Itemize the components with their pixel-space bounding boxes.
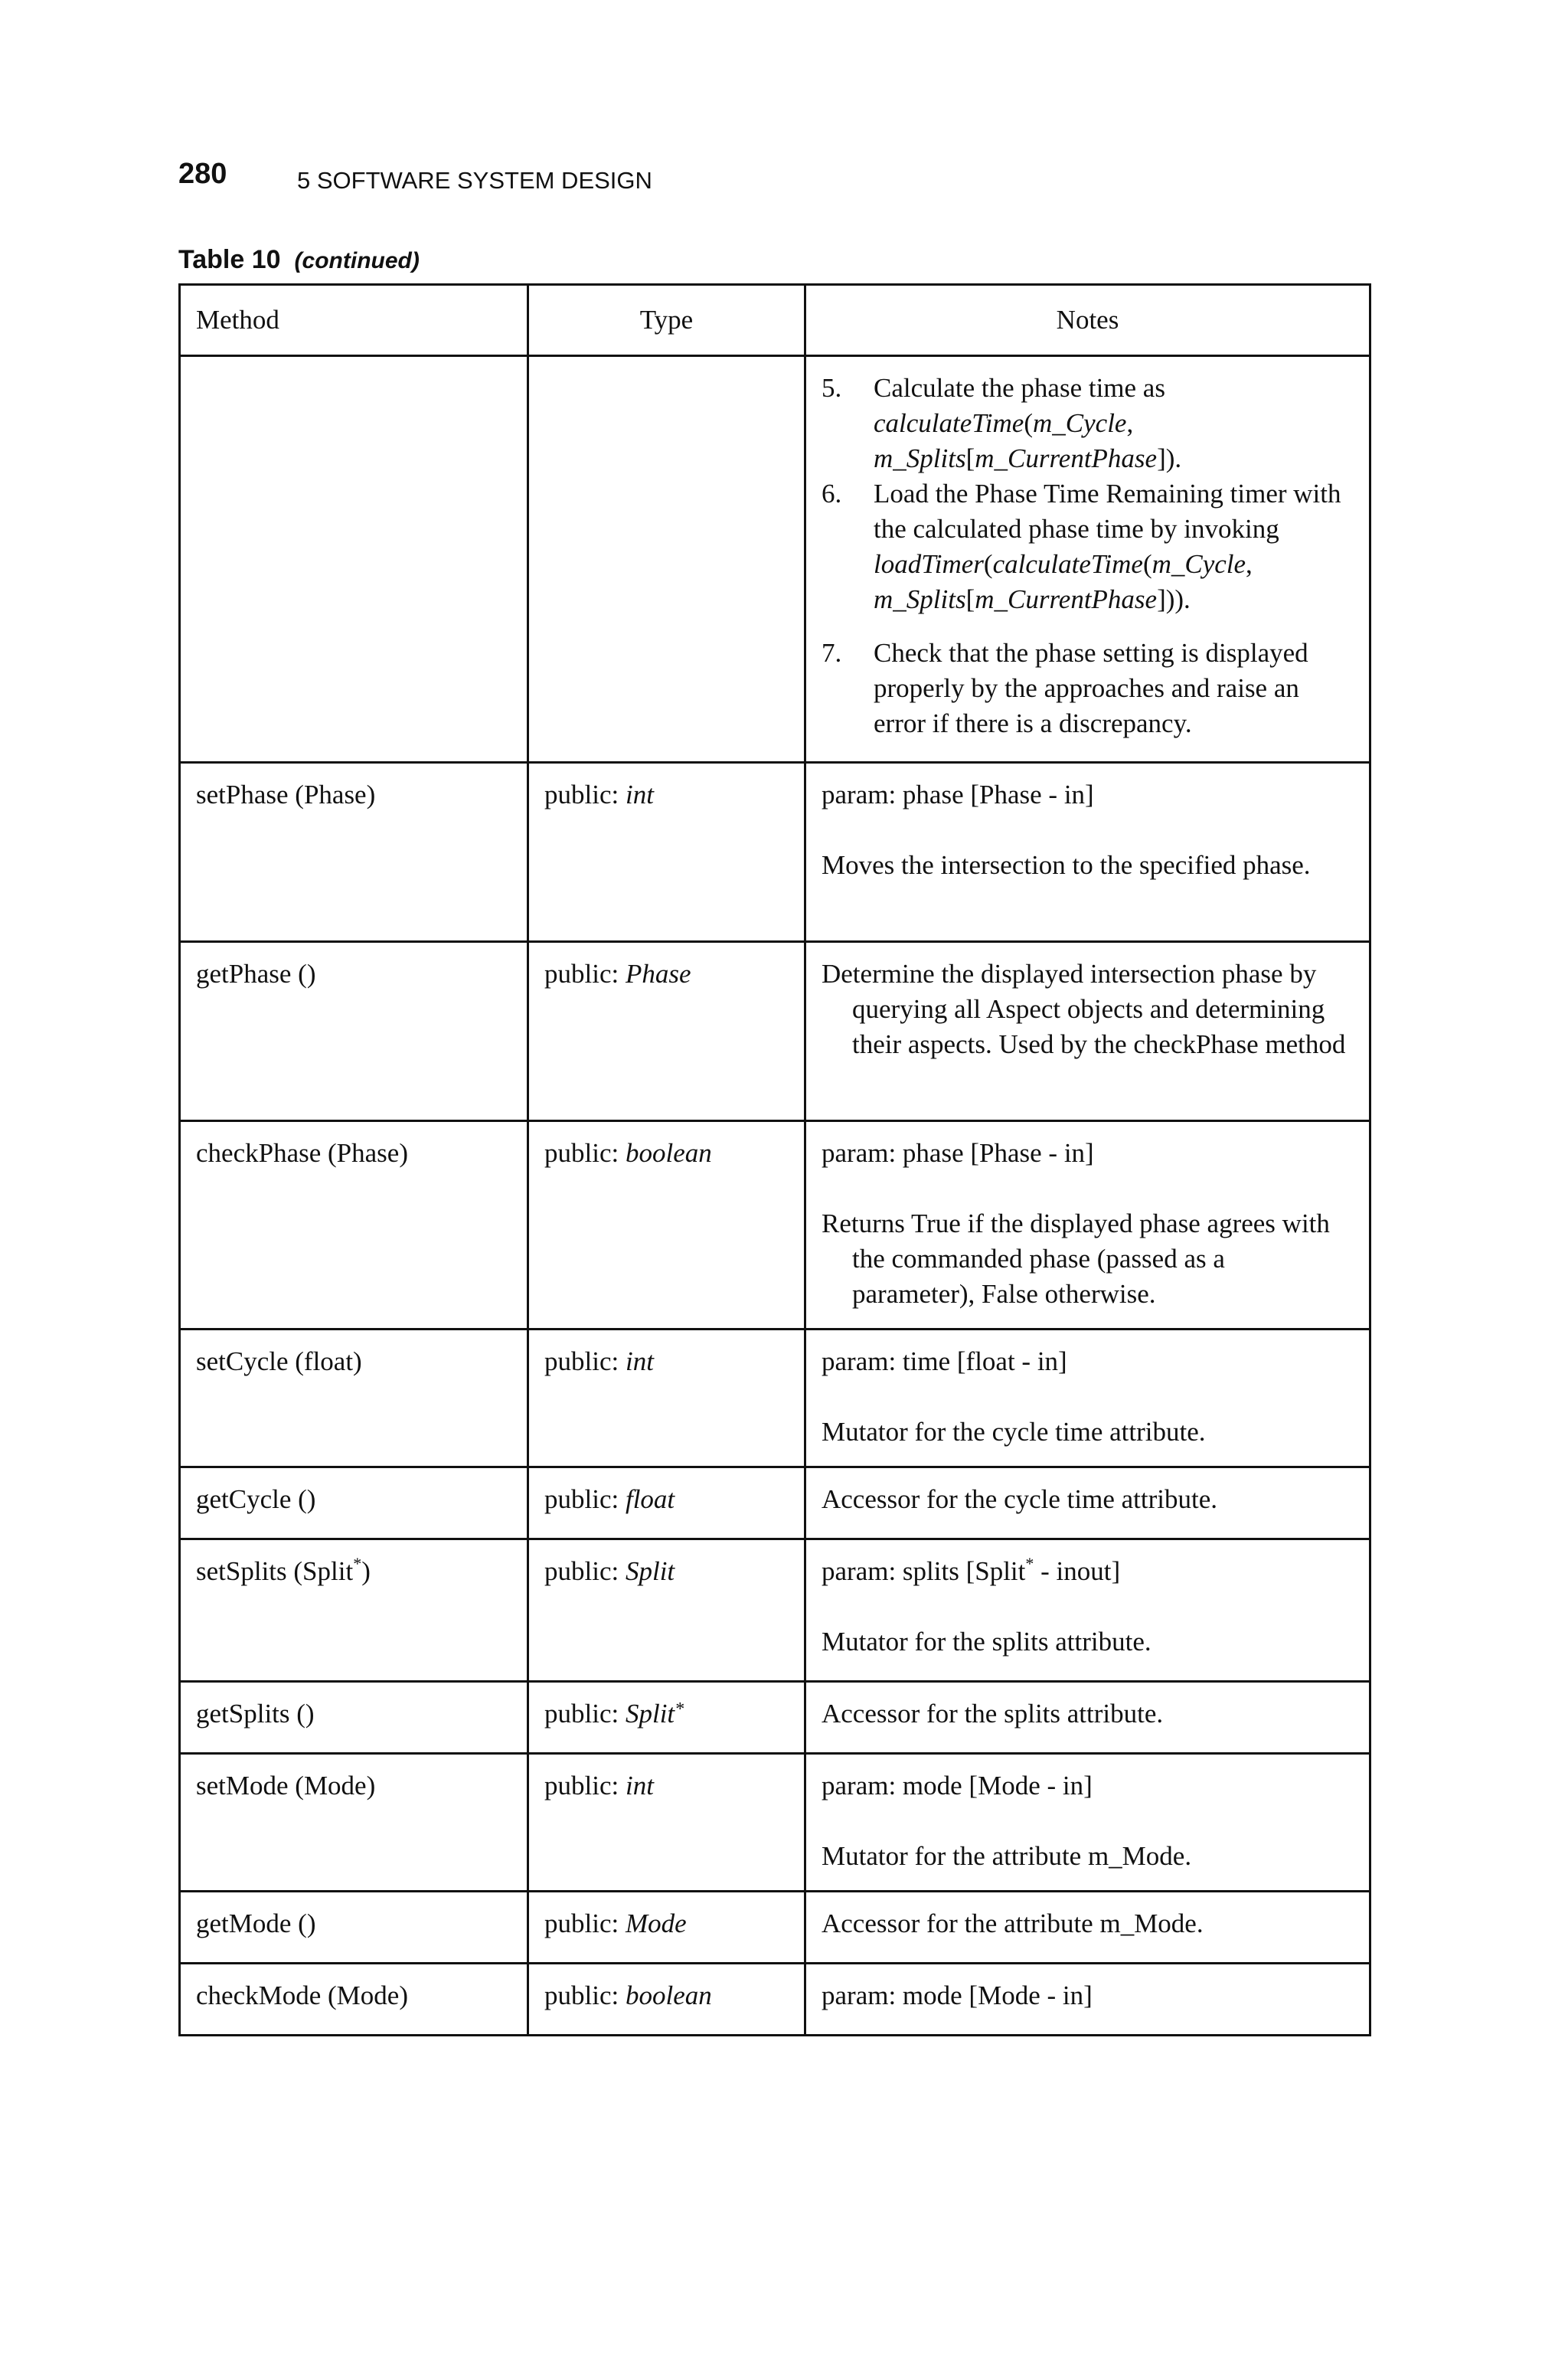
method-cell	[180, 356, 528, 763]
type-cell: public: boolean	[528, 1121, 805, 1330]
table-row	[180, 1682, 1370, 1754]
notes-cell: param: mode [Mode - in]	[805, 1964, 1370, 2036]
type-cell: public: int	[528, 763, 805, 942]
table-row	[180, 1330, 1370, 1467]
table-row	[180, 1964, 1370, 2036]
column-header-method: Method	[180, 285, 528, 356]
notes-cell: Accessor for the cycle time attribute.	[805, 1467, 1370, 1539]
table-row	[180, 1539, 1370, 1682]
notes-cell: Determine the displayed intersection phase by querying all Aspect objects and determining their aspects. Used by the checkPhase method	[805, 942, 1370, 1121]
method-cell: getCycle ()	[180, 1467, 528, 1539]
continued-label: (continued)	[294, 248, 420, 273]
method-cell: setMode (Mode)	[180, 1754, 528, 1892]
method-cell: getMode ()	[180, 1892, 528, 1964]
type-cell: public: boolean	[528, 1964, 805, 2036]
table-row	[180, 1467, 1370, 1539]
column-header-notes: Notes	[805, 285, 1370, 356]
type-cell: public: Split*	[528, 1682, 805, 1754]
method-cell: setCycle (float)	[180, 1330, 528, 1467]
type-cell: public: Mode	[528, 1892, 805, 1964]
notes-cell: Accessor for the splits attribute.	[805, 1682, 1370, 1754]
table-caption	[178, 245, 420, 275]
notes-cell: param: mode [Mode - in] Mutator for the attribute m_Mode.	[805, 1754, 1370, 1892]
table-row	[180, 942, 1370, 1121]
notes-cell: param: splits [Split* - inout] Mutator for the splits attribute.	[805, 1539, 1370, 1682]
running-header	[178, 158, 652, 194]
column-header-type: Type	[528, 285, 805, 356]
method-cell: getSplits ()	[180, 1682, 528, 1754]
table-row-continued	[180, 356, 1370, 763]
step-6: 6. Load the Phase Time Remaining timer with the calculated phase time by invoking loadTimer(calculateTime(m_Cycle, m_Splits[m_CurrentPhase])).	[822, 479, 1341, 614]
step-7: 7. Check that the phase setting is displayed properly by the approaches and raise an error if there is a discrepancy.	[822, 638, 1308, 738]
type-cell: public: Phase	[528, 942, 805, 1121]
table-row	[180, 1121, 1370, 1330]
type-cell	[528, 356, 805, 763]
method-cell: checkMode (Mode)	[180, 1964, 528, 2036]
notes-cell: param: time [float - in] Mutator for the cycle time attribute.	[805, 1330, 1370, 1467]
type-cell: public: int	[528, 1330, 805, 1467]
method-cell: setSplits (Split*)	[180, 1539, 528, 1682]
notes-cell	[805, 356, 1370, 763]
table-header-row	[180, 285, 1370, 356]
type-cell: public: Split	[528, 1539, 805, 1682]
method-cell: setPhase (Phase)	[180, 763, 528, 942]
method-cell: getPhase ()	[180, 942, 528, 1121]
methods-table	[178, 283, 1371, 2036]
table-row	[180, 763, 1370, 942]
table-row	[180, 1754, 1370, 1892]
type-cell: public: int	[528, 1754, 805, 1892]
table-label: Table 10	[178, 245, 281, 274]
method-cell: checkPhase (Phase)	[180, 1121, 528, 1330]
table-row	[180, 1892, 1370, 1964]
chapter-title: 5 SOFTWARE SYSTEM DESIGN	[297, 167, 652, 194]
step-5: 5. Calculate the phase time as calculateTime(m_Cycle, m_Splits[m_CurrentPhase]).	[822, 373, 1182, 473]
page-number: 280	[178, 158, 227, 190]
type-cell: public: float	[528, 1467, 805, 1539]
notes-cell: Accessor for the attribute m_Mode.	[805, 1892, 1370, 1964]
notes-cell: param: phase [Phase - in] Returns True if the displayed phase agrees with the commanded phase (passed as a parameter), False otherwise.	[805, 1121, 1370, 1330]
notes-cell: param: phase [Phase - in] Moves the intersection to the specified phase.	[805, 763, 1370, 942]
